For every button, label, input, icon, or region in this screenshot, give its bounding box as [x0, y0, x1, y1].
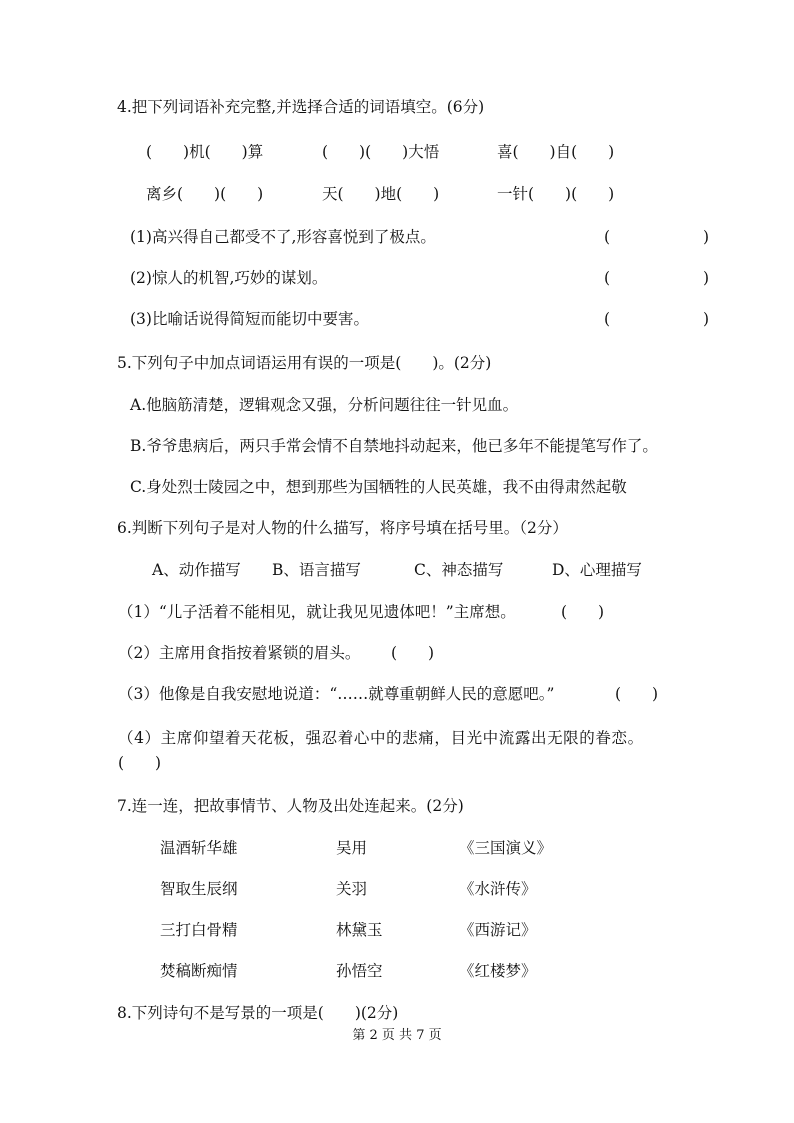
q4-item-1-blank[interactable]: ( ): [604, 228, 710, 246]
q7-person-2[interactable]: 关羽: [336, 880, 368, 898]
q7-plot-3[interactable]: 三打白骨精: [160, 921, 238, 939]
q4-word-1: ( )机( )算: [146, 143, 264, 161]
q6-item-1-blank[interactable]: ( ): [561, 603, 605, 621]
q4-item-3: (3)比喻话说得简短而能切中要害。: [130, 310, 369, 328]
q7-plot-2[interactable]: 智取生辰纲: [160, 880, 238, 898]
q5-stem: 5.下列句子中加点词语运用有误的一项是( )。(2分): [117, 354, 492, 372]
q6-item-2: （2）主席用食指按着紧锁的眉头。: [118, 644, 361, 662]
q7-book-4[interactable]: 《红楼梦》: [459, 962, 537, 980]
q5-option-b: B.爷爷患病后，两只手常会情不自禁地抖动起来，他已多年不能提笔写作了。: [130, 437, 658, 455]
q6-item-3: （3）他像是自我安慰地说道：“……就尊重朝鲜人民的意愿吧。”: [118, 685, 555, 703]
q4-word-4: 离乡( )( ): [146, 185, 264, 203]
q4-word-6: 一针( )( ): [497, 185, 615, 203]
q4-item-2: (2)惊人的机智,巧妙的谋划。: [130, 269, 328, 287]
q6-item-3-blank[interactable]: ( ): [615, 685, 659, 703]
q7-book-3[interactable]: 《西游记》: [459, 921, 537, 939]
q6-item-4: （4）主席仰望着天花板，强忍着心中的悲痛，目光中流露出无限的眷恋。: [118, 729, 644, 747]
q7-stem: 7.连一连，把故事情节、人物及出处连起来。(2分): [117, 797, 464, 815]
q5-option-c: C.身处烈士陵园之中，想到那些为国牺牲的人民英雄，我不由得肃然起敬: [130, 478, 627, 496]
q6-choice-a: A、动作描写: [152, 561, 241, 579]
q6-choice-c: C、神态描写: [414, 561, 504, 579]
q8-stem: 8.下列诗句不是写景的一项是( )(2分): [117, 1004, 399, 1022]
q4-word-5: 天( )地( ): [322, 185, 440, 203]
q4-word-3: 喜( )自( ): [497, 143, 615, 161]
q4-item-1: (1)高兴得自己都受不了,形容喜悦到了极点。: [130, 228, 436, 246]
q7-book-1[interactable]: 《三国演义》: [459, 839, 553, 857]
q5-option-a: A.他脑筋清楚，逻辑观念又强，分析问题往往一针见血。: [130, 396, 519, 414]
q7-plot-1[interactable]: 温酒斩华雄: [160, 839, 238, 857]
q4-stem: 4.把下列词语补充完整,并选择合适的词语填空。(6分): [117, 98, 485, 116]
q7-person-3[interactable]: 林黛玉: [336, 921, 383, 939]
q6-choice-d: D、心理描写: [552, 561, 642, 579]
q7-person-1[interactable]: 吴用: [336, 839, 368, 857]
q4-item-2-blank[interactable]: ( ): [604, 269, 710, 287]
q6-stem: 6.判断下列句子是对人物的什么描写，将序号填在括号里。（2分）: [117, 519, 568, 537]
q4-word-2: ( )( )大悟: [322, 143, 440, 161]
q6-item-4-blank[interactable]: ( ): [118, 754, 162, 772]
q6-item-1: （1）“儿子活着不能相见，就让我见见遗体吧！”主席想。: [118, 603, 516, 621]
q4-item-3-blank[interactable]: ( ): [604, 310, 710, 328]
q7-person-4[interactable]: 孙悟空: [336, 962, 383, 980]
q6-item-2-blank[interactable]: ( ): [391, 644, 435, 662]
q7-book-2[interactable]: 《水浒传》: [459, 880, 537, 898]
q6-choice-b: B、语言描写: [272, 561, 361, 579]
q7-plot-4[interactable]: 焚稿断痴情: [160, 962, 238, 980]
page-footer: 第 2 页 共 7 页: [352, 1028, 442, 1043]
